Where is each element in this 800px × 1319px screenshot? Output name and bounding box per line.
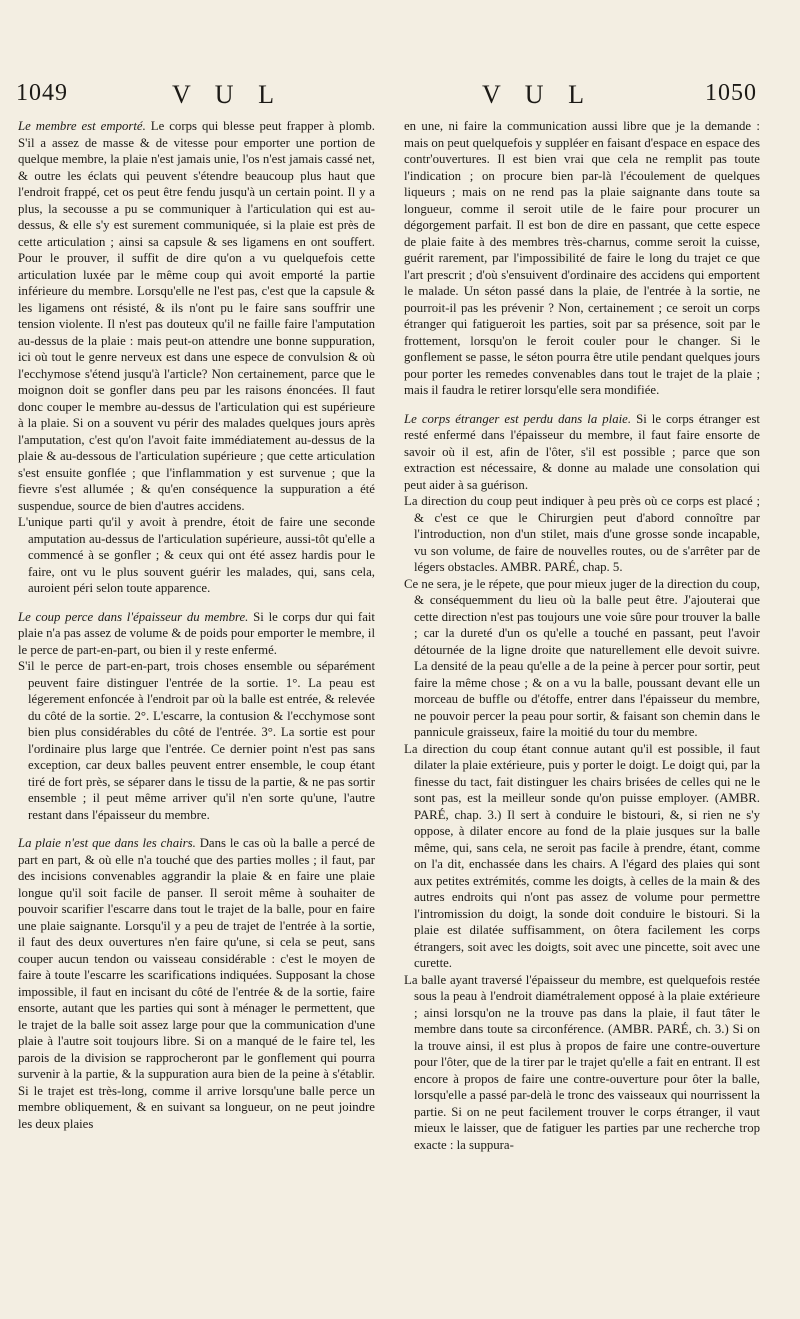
paragraph-text: Si le corps étranger est resté enfermé dans l'épaisseur du membre, il faut faire ensorte de savoir où il est, afin de l'ôter, s'il est possible ; parce que son extraction est nécessaire, & donne au malade une consolation qui peut aider à sa guérison. (404, 411, 760, 492)
paragraph-text: Dans le cas où la balle a percé de part en part, & où elle n'a touché que des parties molles ; il faut, par des incisions convenables aggrandir la plaie & en faire une plaie longue qu'il soit facile de panser. Il seroit même à souhaiter de pouvoir scarifier l'escarre dans tout le trajet de la balle, pour en faire une plaie saignante. Lorsqu'il y a peu de trajet de l'entrée à la sortie, il faut des deux ouvertures n'en faire qu'une, si cela se peut, sans couper aucun tendon ou vaisseau considérable : c'est le moyen de faire à toute l'escarre les scarifications indiquées. Supposant la chose impossible, il faut en incisant du côté de l'entrée & de la sortie, faire ensorte, autant que les parties qui sont à ménager le permettent, que le trajet de la balle soit assez large pour que la communication d'une plaie à l'autre soit toujours libre. Si on a manqué de le faire tel, les parois de la division se rapprocheront par le gonflement qui pourra survenir à la partie, & la suppuration aura bien de la peine à s'établir. Si le trajet est très-long, comme il arrive lorsqu'une balle perce un membre obliquement, & en suivant sa longueur, on ne peut joindre les deux plaies (18, 836, 375, 1131)
paragraph-text: Ce ne sera, je le répete, que pour mieux juger de la direction du coup, & conséquemment du lieu où la balle peut être. J'ajouterai que cette direction n'est pas toujours une voie sûre pour trouver la balle ; car la dureté d'un os qu'elle a touché en passant, peut l'avoir détournée de la ligne droite que naturellement elle devoit suivre. La densité de la peau qu'elle a de la peine à percer pour sortir, peut faire la même chose ; & on a vu la balle, poussant devant elle un morceau de buffle ou d'étoffe, entrer dans l'épaisseur du membre, ne pouvoir percer la peau pour sortir, & faisant son chemin dans le pannicule graisseux, faire la moitié du tour du membre. (404, 576, 760, 739)
paragraph-text: L'unique parti qu'il y avoit à prendre, étoit de faire une seconde amputation au-dessus de l'articulation supérieure, aussi-tôt qu'elle a commencé à se gonfler ; & ceux qui ont été assez hardis pour le faire, ont vu le plus souvent guérir les malades, qui, sans cela, auroient péri selon toute apparence. (18, 515, 375, 595)
left-text-column (18, 118, 375, 1310)
paragraph-text: Si le corps dur qui fait plaie n'a pas assez de volume & de poids pour emporter le membre, il le perce de part-en-part, ou bien il y reste enfermé. (18, 609, 375, 657)
paragraph-text: S'il le perce de part-en-part, trois choses ensemble ou séparément peuvent faire distinguer l'entrée de la sortie. 1°. La peau est légerement enfoncée à l'endroit par où la balle est entrée, & relevée du côté de la sortie. 2°. L'escarre, la contusion & l'ecchymose sont bien plus considérables du côté de l'entrée. 3°. La sortie est pour l'ordinaire plus large que l'entrée. Ce dernier point n'est pas sans exception, car deux balles peuvent entrer ensemble, le coup étant tiré de fort près, se séparer dans le tissu de la partie, & ne pas sortir ensemble ; il peut même arriver qu'il n'en sorte qu'une, l'autre restant dans l'épaisseur du membre. (18, 659, 375, 822)
running-head-right: V U L (482, 80, 593, 109)
paragraph (18, 609, 375, 659)
paragraph-text: La direction du coup étant connue autant qu'il est possible, il faut dilater la plaie extérieure, puis y porter le doigt. Le doigt qui, par la finesse du tact, fait distinguer les chairs brisées de celles qui ne le sont pas, est la meilleur sonde qu'on puisse employer. (AMBR. PARÉ, chap. 3.) Il sert à conduire le bistouri, &, si rien ne s'y oppose, à dilater encore au fond de la plaie jusques sur la balle même, qui, sans cela, ne seroit pas facile à prendre, étant, comme on l'a dit, enchassée dans les chairs. A l'égard des plaies qui sont aux petites extrémités, comme les doigts, à celles de la main & des autres endroits qui n'ont pas assez de volume pour permettre l'intromission du doigt, la sonde doit conduire le bistouri. Si la plaie est dilatée suffisamment, on ôtera facilement les corps étrangers, soit avec les doigts, soit avec une pincette, soit avec une curette. (404, 741, 760, 970)
paragraph-lead: Le corps étranger est perdu dans la plaie. (404, 411, 632, 426)
paragraph (404, 118, 760, 399)
paragraph-text: La balle ayant traversé l'épaisseur du membre, est quelquefois restée sous la peau à l'endroit diamétralement opposé à la plaie extérieure ; ainsi lorsqu'on ne la trouve pas dans la plaie, il faut tâter le membre dans toute sa circonférence. (AMBR. PARÉ, ch. 3.) Si on la trouve ainsi, il est plus à propos de faire une contre-ouverture pour l'ôter, que de la tirer par le trajet qu'elle a fait en entrant. Il est encore à propos de faire une contre-ouverture pour ôter la balle, lorsqu'elle a passé par-delà le tronc des vaisseaux qui nourrissent la partie. Si on ne peut facilement trouver le corps étranger, il vaut mieux le laisser, que de fatiguer les parties par une recherche trop exacte : la suppura- (404, 972, 760, 1152)
paragraph (404, 576, 760, 741)
right-text-column (404, 118, 760, 1310)
paragraph (18, 118, 375, 514)
paragraph (18, 514, 375, 597)
paragraph (404, 493, 760, 576)
paragraph-lead: La plaie n'est que dans les chairs. (18, 836, 196, 850)
paragraph (18, 658, 375, 823)
running-head-left: V U L (172, 80, 283, 109)
paragraph-text: Le corps qui blesse peut frapper à plomb. S'il a assez de masse & de vitesse pour emporter une portion de quelque membre, la plaie n'est jamais unie, l'os n'est jamais cassé net, & outre les éclats qui peuvent s'étendre beaucoup plus haut que l'endroit frappé, cet os peut être fendu jusqu'à un certain point. Il y a plus, la secousse a pu se communiquer à l'articulation qui est au-dessus, & elle s'y est surement communiquée, si la plaie est près de cette articulation ; ainsi sa capsule & ses ligamens en ont souffert. Pour le prouver, il suffit de dire qu'on a vu quelquefois cette articulation luxée par le même coup qui avoit emporté la partie inférieure du membre. Lorsqu'elle ne l'est pas, c'est que la capsule & les ligamens ont résisté, & ils n'ont pu le faire sans souffrir une tension violente. Il n'est pas douteux qu'il ne faille faire l'amputation au-dessus de la plaie : mais peut-on attendre une bonne suppuration, ici où tout le genre nerveux est dans une espece de convulsion & où l'ecchymose s'étend jusqu'à l'article? Non certainement, parce que le moignon doit se gonfler dans peu par les raisons énoncées. Il faut donc couper le membre au-dessus de l'articulation qui est supérieure à la plaie. Si on a souvent vu périr des malades quelques jours après l'amputation, c'est qu'on l'avoit faite immédiatement au-dessus de la plaie & au-dessous de l'articulation supérieure ; que cette articulation s'est ensuite gonflée ; que l'inflammation y est survenue ; que la fievre s'est allumée ; & qu'en conséquence la suppuration a été suspendue, source de bien d'autres accidens. (18, 119, 375, 513)
paragraph (404, 972, 760, 1154)
paragraph-lead: Le coup perce dans l'épaisseur du membre. (18, 609, 249, 624)
paragraph (404, 411, 760, 494)
paragraph-text: La direction du coup peut indiquer à peu près où ce corps est placé ; & c'est ce que le Chirurgien peut d'abord connoître par l'introduction, non d'un stilet, mais d'une grosse sonde incapable, vu son volume, de faire de nouvelles routes, ou de s'arrêter par de légers obstacles. AMBR. PARÉ, chap. 5. (404, 494, 760, 574)
page-number-right: 1050 (705, 80, 757, 106)
paragraph (404, 741, 760, 972)
paragraph-text: en une, ni faire la communication aussi libre que je la demande : mais on peut quelquefois y suppléer en faisant d'espace en espace des contr'ouvertures. Il est bien vrai que cela ne remplit pas toute l'indication ; on procure bien par-là l'écoulement de quelques liqueurs ; mais on ne rend pas la plaie saignante dans toute sa longueur, comme il seroit utile de le faire pour procurer un dégorgement parfait. Il est bon de dire en passant, que cette espece de plaie faite à des membres très-charnus, comme seroit la cuisse, guérit rarement, par l'impossibilité de faire le long du trajet ce que l'art prescrit ; d'où s'ensuivent d'ordinaire des accidens qui emportent le malade. Un séton passé dans la plaie, de l'entrée à la sortie, ne pourroit-il pas les prévenir ? Non, certainement ; ce seroit un corps étranger qui fatigueroit les parties, soit par sa présence, soit par le frottement, lorsqu'on le feroit couler pour le changer. Si le gonflement se passe, le séton pourra être utile pendant quelques jours pour porter les remedes convenables dans tout le trajet de la plaie ; mais il faudra le retirer lorsqu'elle sera mondifiée. (404, 119, 760, 397)
page-number-left: 1049 (16, 80, 68, 106)
paragraph-lead: Le membre est emporté. (18, 119, 146, 133)
paragraph (18, 835, 375, 1132)
